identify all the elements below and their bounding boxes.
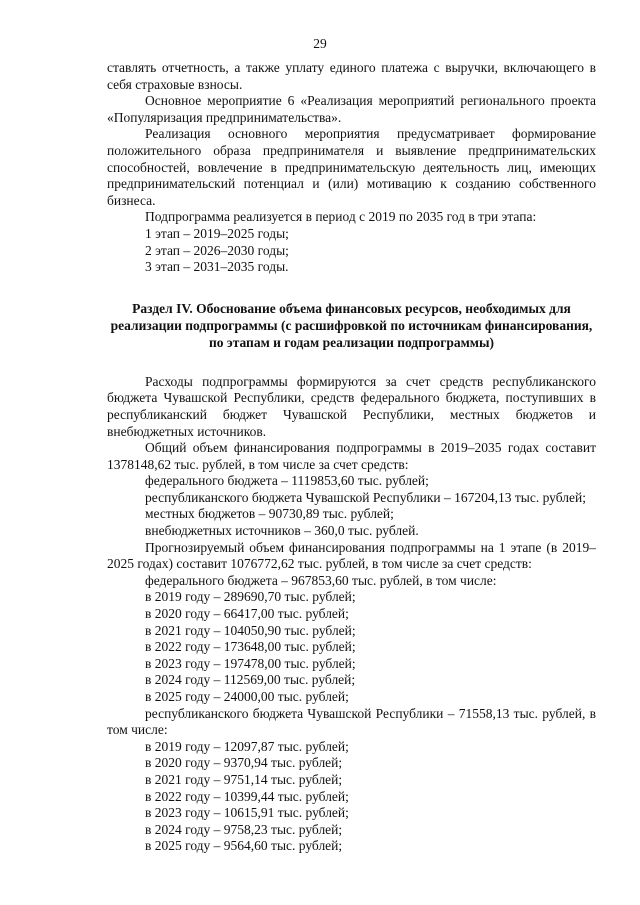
republic-year-item: в 2024 году – 9758,23 тыс. рублей; <box>145 821 343 837</box>
stage1-republic: республиканского бюджета Чувашской Республики – 71558,13 тыс. рублей, в том числе: <box>107 705 596 738</box>
federal-year-item: в 2020 году – 66417,00 тыс. рублей; <box>145 606 349 622</box>
federal-year-item: в 2024 году – 112569,00 тыс. рублей; <box>145 672 356 688</box>
document-body <box>107 60 596 855</box>
paragraph-funding-sources: Расходы подпрограммы формируются за счет средств республиканского бюджета Чувашской Республики, средств федерального бюджета, поступивших в республиканский бюджет Чувашской Республики, местных бюджетов и внебюджетных источников. <box>107 373 596 439</box>
federal-year-item: в 2025 году – 24000,00 тыс. рублей; <box>145 689 349 704</box>
total-local: местных бюджетов – 90730,89 тыс. рублей; <box>145 506 394 522</box>
republic-year-item: в 2025 году – 9564,60 тыс. рублей; <box>145 838 343 854</box>
stage-item: 1 этап – 2019–2025 годы; <box>145 225 289 241</box>
stage-item: 2 этап – 2026–2030 годы; <box>145 242 289 258</box>
republic-year-item: в 2021 году – 9751,14 тыс. рублей; <box>145 771 343 787</box>
paragraph-main-activity-6: Основное мероприятие 6 «Реализация мероприятий регионального проекта «Популяризация предпринимательства». <box>107 93 596 125</box>
paragraph-total-funding: Общий объем финансирования подпрограммы в 2019–2035 годах составит 1378148,62 тыс. рублей, в том числе за счет средств: <box>107 440 596 472</box>
republic-year-item: в 2019 году – 12097,87 тыс. рублей; <box>145 738 349 754</box>
page-number: 29 <box>313 36 327 51</box>
paragraph-stage1-funding: Прогнозируемый объем финансирования подпрограммы на 1 этапе (в 2019–2025 годах) составит 1076772,62 тыс. рублей, в том числе за счет средств: <box>107 539 596 572</box>
paragraph-stages-intro: Подпрограмма реализуется в период с 2019 по 2035 год в три этапа: <box>145 209 537 225</box>
total-extrabudget: внебюджетных источников – 360,0 тыс. рублей. <box>145 523 419 539</box>
republic-year-item: в 2022 году – 10399,44 тыс. рублей; <box>145 788 349 804</box>
total-federal: федерального бюджета – 1119853,60 тыс. рублей; <box>145 473 429 489</box>
federal-year-item: в 2022 году – 173648,00 тыс. рублей; <box>145 639 356 655</box>
federal-year-item: в 2021 году – 104050,90 тыс. рублей; <box>145 622 356 638</box>
federal-year-item: в 2023 году – 197478,00 тыс. рублей; <box>145 655 356 671</box>
paragraph-implementation: Реализация основного мероприятия предусматривает формирование положительного образа предпринимателя и выявление предпринимательских способностей, вовлечение в предпринимательскую деятельность лиц, имеющих предпринимательский потенциал и (или) мотивацию к созданию собственного бизнеса. <box>107 126 596 208</box>
paragraph-continuation: ставлять отчетность, а также уплату единого платежа с выручки, включающего в себя страховые взносы. <box>107 60 596 92</box>
federal-year-item: в 2019 году – 289690,70 тыс. рублей; <box>145 589 356 605</box>
section-heading: Раздел IV. Обоснование объема финансовых ресурсов, необходимых для реализации подпрограммы (с расшифровкой по источникам финансирования, по этапам и годам реализации подпрограммы) <box>110 300 593 350</box>
stage-item: 3 этап – 2031–2035 годы. <box>145 259 289 275</box>
total-republic: республиканского бюджета Чувашской Республики – 167204,13 тыс. рублей; <box>145 489 586 505</box>
stage1-federal: федерального бюджета – 967853,60 тыс. рублей, в том числе: <box>145 572 497 588</box>
republic-year-item: в 2023 году – 10615,91 тыс. рублей; <box>145 805 349 821</box>
republic-year-item: в 2020 году – 9370,94 тыс. рублей; <box>145 755 343 771</box>
